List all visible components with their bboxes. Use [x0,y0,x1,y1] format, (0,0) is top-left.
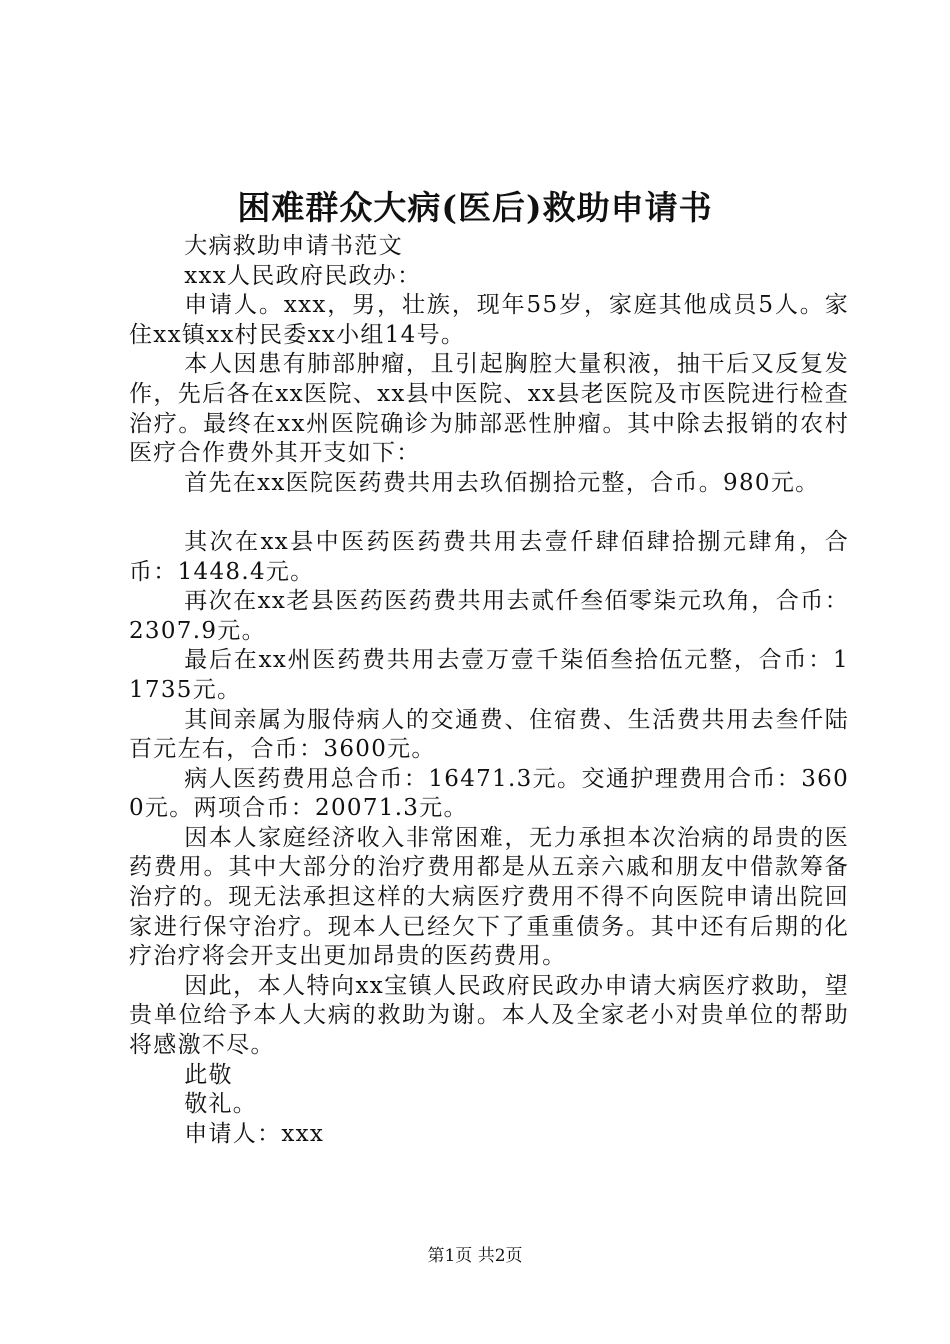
document-title: 困难群众大病(医后)救助申请书 [237,188,713,227]
paragraph-salute: 敬礼。 [184,1091,258,1118]
paragraph-addressee: xxx人民政府民政办： [184,262,422,289]
page-number-footer: 第1页 共2页 [427,1246,523,1266]
paragraph-request: 因此，本人特向xx宝镇人民政府民政办申请大病医疗救助，望贵单位给予本人大病的救助为谢。本人及全家老小对贵单位的帮助将感激不尽。 [129,972,849,1059]
paragraph-expense-1: 首先在xx医院医药费共用去玖佰捌拾元整，合币。980元。 [184,469,820,496]
paragraph-illness: 本人因患有肺部肿瘤，且引起胸腔大量积液，抽干后又反复发作，先后各在xx医院、xx县中医院、xx县老医院及市医院进行检查治疗。最终在xx州医院确诊为肺部恶性肿瘤。其中除去报销的农村医疗合作费外其开支如下： [129,351,849,467]
document-body [129,232,849,1149]
paragraph-closing: 此敬 [184,1061,233,1088]
paragraph-hardship: 因本人家庭经济收入非常困难，无力承担本次治病的昂贵的医药费用。其中大部分的治疗费用都是从五亲六戚和朋友中借款筹备治疗的。现无法承担这样的大病医疗费用不得不向医院申请出院回家进行保守治疗。现本人已经欠下了重重债务。其中还有后期的化疗治疗将会开支出更加昂贵的医药费用。 [129,824,849,970]
paragraph-family-costs: 其间亲属为服侍病人的交通费、住宿费、生活费共用去叁仟陆百元左右，合币：3600元。 [129,706,849,763]
paragraph-signature: 申请人：xxx [184,1120,325,1147]
paragraph-expense-4: 最后在xx州医药费共用去壹万壹千柒佰叁拾伍元整，合币：11735元。 [129,647,849,703]
paragraph-subtitle: 大病救助申请书范文 [184,233,403,259]
paragraph-expense-2: 其次在xx县中医药医药费共用去壹仟肆佰肆拾捌元肆角，合币：1448.4元。 [129,528,849,585]
paragraph-totals: 病人医药费用总合币：16471.3元。交通护理费用合币：3600元。两项合币：20071.3元。 [129,765,849,822]
paragraph-applicant-info: 申请人。xxx，男，壮族，现年55岁，家庭其他成员5人。家住xx镇xx村民委xx小组14号。 [129,292,849,348]
paragraph-expense-3: 再次在xx老县医药医药费共用去贰仟叁佰零柒元玖角，合币：2307.9元。 [129,588,849,644]
